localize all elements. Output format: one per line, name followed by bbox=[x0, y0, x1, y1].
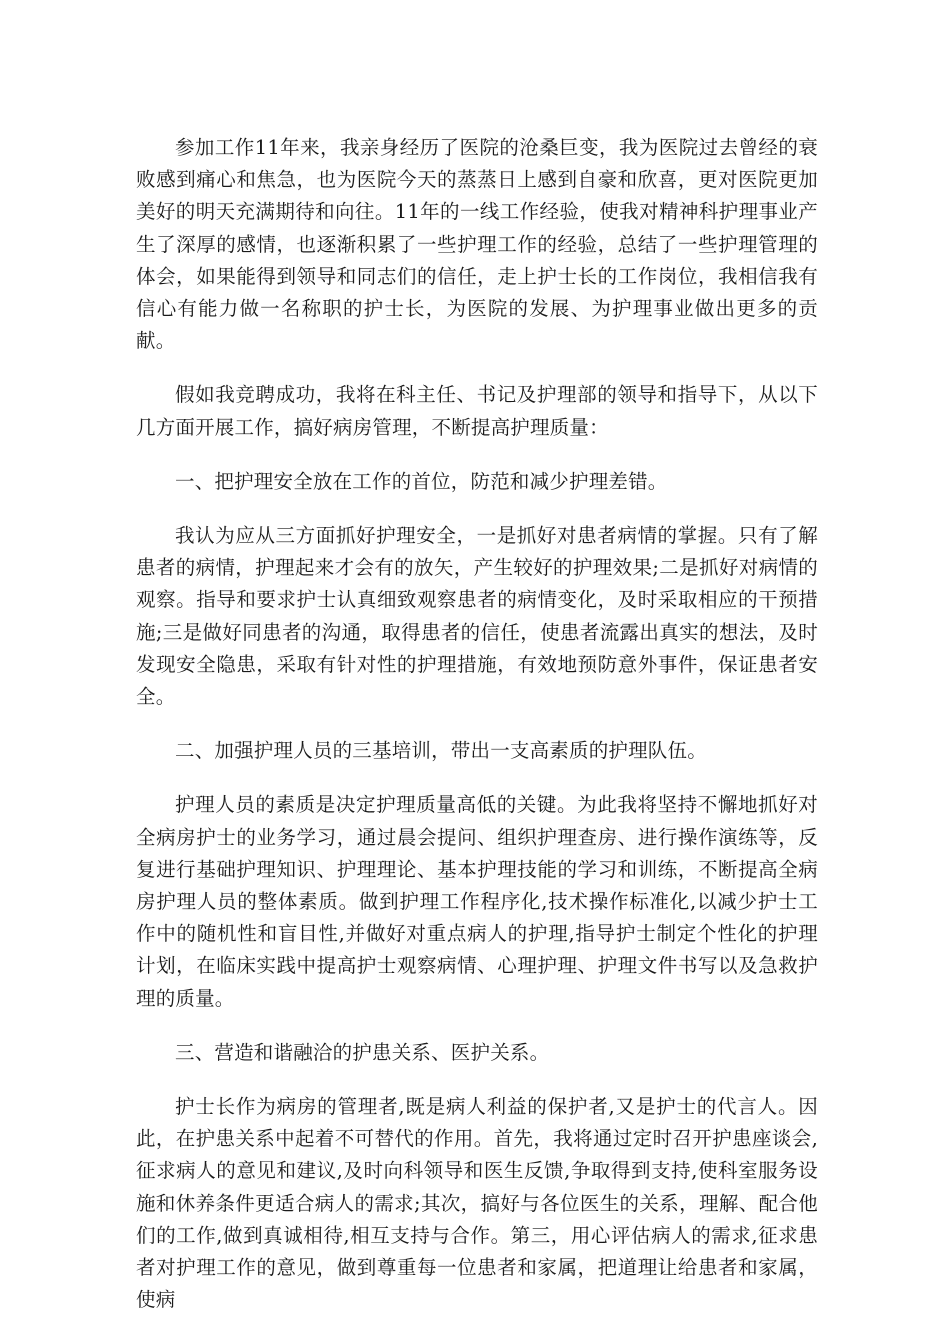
document-body bbox=[136, 132, 818, 1339]
paragraph-training: 护理人员的素质是决定护理质量高低的关键。为此我将坚持不懈地抓好对全病房护士的业务学习，通过晨会提问、组织护理查房、进行操作演练等，反复进行基础护理知识、护理理论、基本护理技能的学习和训练，不断提高全病房护理人员的整体素质。做到护理工作程序化,技术操作标准化,以减少护士工作中的随机性和盲目性,并做好对重点病人的护理,指导护士制定个性化的护理计划，在临床实践中提高护士观察病情、心理护理、护理文件书写以及急救护理的质量。 bbox=[136, 793, 818, 1010]
section-heading-3: 三、营造和谐融洽的护患关系、医护关系。 bbox=[175, 1040, 550, 1064]
paragraph-safety: 我认为应从三方面抓好护理安全，一是抓好对患者病情的掌握。只有了解患者的病情，护理起来才会有的放矢，产生较好的护理效果;二是抓好对病情的观察。指导和要求护士认真细致观察患者的病情变化，及时采取相应的干预措施;三是做好同患者的沟通，取得患者的信任，使患者流露出真实的想法，及时发现安全隐患，采取有针对性的护理措施，有效地预防意外事件，保证患者安全。 bbox=[136, 524, 818, 709]
paragraph-intro: 参加工作11年来，我亲身经历了医院的沧桑巨变，我为医院过去曾经的衰败感到痛心和焦急，也为医院今天的蒸蒸日上感到自豪和欣喜，更对医院更加美好的明天充满期待和向往。11年的一线工作经验，使我对精神科护理事业产生了深厚的感情，也逐渐积累了一些护理工作的经验，总结了一些护理管理的体会，如果能得到领导和同志们的信任，走上护士长的工作岗位，我相信我有信心有能力做一名称职的护士长，为医院的发展、为护理事业做出更多的贡献。 bbox=[136, 136, 818, 353]
paragraph-relations: 护士长作为病房的管理者,既是病人利益的保护者,又是护士的代言人。因此，在护患关系中起着不可替代的作用。首先，我将通过定时召开护患座谈会,征求病人的意见和建议,及时向科领导和医生反馈,争取得到支持,使科室服务设施和休养条件更适合病人的需求;其次，搞好与各位医生的关系，理解、配合他们的工作,做到真诚相待,相互支持与合作。第三，用心评估病人的需求,征求患者对护理工作的意见，做到尊重每一位患者和家属，把道理让给患者和家属，使病 bbox=[136, 1095, 818, 1312]
paragraph-plan: 假如我竞聘成功，我将在科主任、书记及护理部的领导和指导下，从以下几方面开展工作，搞好病房管理，不断提高护理质量： bbox=[136, 383, 818, 439]
section-heading-1: 一、把护理安全放在工作的首位，防范和减少护理差错。 bbox=[175, 469, 668, 493]
section-heading-2: 二、加强护理人员的三基培训，带出一支高素质的护理队伍。 bbox=[175, 739, 707, 763]
